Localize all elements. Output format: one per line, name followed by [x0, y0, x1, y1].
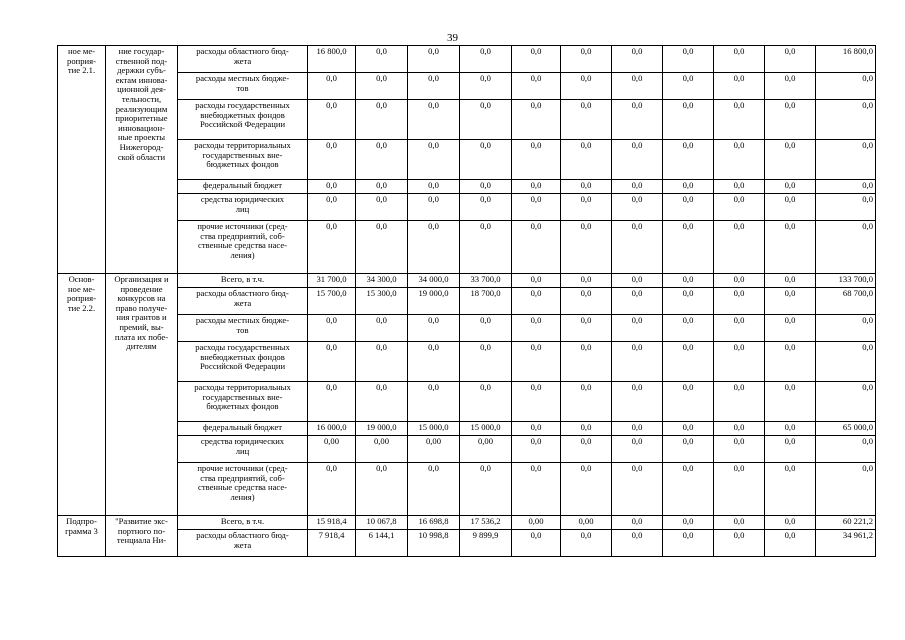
value-cell: 0,0 — [612, 463, 663, 516]
value-cell: 0,0 — [714, 274, 765, 288]
value-cell: 7 918,4 — [308, 530, 356, 557]
value-cell: 0,0 — [714, 180, 765, 194]
value-cell: 0,0 — [408, 463, 460, 516]
value-cell: 0,0 — [512, 342, 561, 382]
value-cell: 0,0 — [561, 288, 612, 315]
value-cell: 0,0 — [714, 342, 765, 382]
value-cell: 0,0 — [765, 180, 816, 194]
value-cell: 0,0 — [714, 315, 765, 342]
value-cell: 0,0 — [663, 100, 714, 140]
value-cell: 16 698,8 — [408, 516, 460, 530]
funding-source-cell: расходы государственных внебюджетных фондов Российской Федерации — [178, 100, 308, 140]
value-cell: 0,00 — [460, 436, 512, 463]
total-value-cell: 0,0 — [816, 463, 876, 516]
value-cell: 0,0 — [612, 140, 663, 180]
value-cell: 0,0 — [356, 194, 408, 221]
value-cell: 0,0 — [356, 382, 408, 422]
total-value-cell: 0,0 — [816, 436, 876, 463]
value-cell: 0,0 — [663, 382, 714, 422]
value-cell: 0,0 — [561, 422, 612, 436]
value-cell: 0,0 — [612, 422, 663, 436]
value-cell: 0,0 — [765, 100, 816, 140]
activity-code-cell: Подпро- грамма 3 — [58, 516, 106, 557]
value-cell: 0,0 — [561, 140, 612, 180]
table-row — [58, 100, 876, 140]
total-value-cell: 16 800,0 — [816, 46, 876, 73]
activity-code-cell: Основ- ное ме- роприя- тие 2.2. — [58, 274, 106, 516]
value-cell: 0,0 — [612, 221, 663, 274]
total-value-cell: 0,0 — [816, 180, 876, 194]
value-cell: 0,0 — [561, 194, 612, 221]
value-cell: 0,0 — [714, 382, 765, 422]
value-cell: 0,0 — [714, 100, 765, 140]
value-cell: 0,0 — [408, 194, 460, 221]
value-cell: 0,0 — [612, 288, 663, 315]
value-cell: 0,0 — [460, 73, 512, 100]
value-cell: 0,0 — [356, 100, 408, 140]
value-cell: 19 000,0 — [408, 288, 460, 315]
value-cell: 0,0 — [308, 463, 356, 516]
value-cell: 0,0 — [356, 315, 408, 342]
value-cell: 0,0 — [460, 342, 512, 382]
value-cell: 0,0 — [765, 463, 816, 516]
value-cell: 0,0 — [561, 180, 612, 194]
value-cell: 0,0 — [561, 73, 612, 100]
value-cell: 0,0 — [612, 530, 663, 557]
value-cell: 0,0 — [512, 100, 561, 140]
value-cell: 31 700,0 — [308, 274, 356, 288]
value-cell: 0,0 — [663, 46, 714, 73]
table-row — [58, 73, 876, 100]
value-cell: 0,0 — [663, 274, 714, 288]
value-cell: 15 000,0 — [408, 422, 460, 436]
value-cell: 0,0 — [460, 194, 512, 221]
value-cell: 0,00 — [512, 516, 561, 530]
value-cell: 0,0 — [765, 436, 816, 463]
value-cell: 0,0 — [714, 463, 765, 516]
value-cell: 0,0 — [408, 221, 460, 274]
total-value-cell: 0,0 — [816, 221, 876, 274]
value-cell: 0,0 — [714, 46, 765, 73]
value-cell: 0,0 — [460, 315, 512, 342]
funding-source-cell: расходы государственных внебюджетных фондов Российской Федерации — [178, 342, 308, 382]
table-row — [58, 463, 876, 516]
table-row — [58, 140, 876, 180]
value-cell: 0,0 — [663, 315, 714, 342]
activity-name-cell: "Развитие экс- портного по- тенциала Ни- — [106, 516, 178, 557]
total-value-cell: 34 961,2 — [816, 530, 876, 557]
value-cell: 15 918,4 — [308, 516, 356, 530]
value-cell: 0,0 — [512, 140, 561, 180]
value-cell: 0,0 — [561, 342, 612, 382]
funding-source-cell: расходы областного бюд- жета — [178, 530, 308, 557]
value-cell: 0,0 — [612, 46, 663, 73]
table-row — [58, 342, 876, 382]
value-cell: 0,0 — [765, 382, 816, 422]
value-cell: 0,0 — [460, 140, 512, 180]
value-cell: 0,0 — [356, 463, 408, 516]
value-cell: 0,0 — [408, 140, 460, 180]
value-cell: 0,00 — [561, 516, 612, 530]
value-cell: 0,0 — [612, 382, 663, 422]
table-row — [58, 288, 876, 315]
value-cell: 0,0 — [663, 194, 714, 221]
value-cell: 0,0 — [356, 73, 408, 100]
value-cell: 0,0 — [663, 530, 714, 557]
value-cell: 15 000,0 — [460, 422, 512, 436]
value-cell: 0,0 — [561, 436, 612, 463]
value-cell: 0,0 — [308, 180, 356, 194]
value-cell: 0,0 — [512, 530, 561, 557]
value-cell: 18 700,0 — [460, 288, 512, 315]
value-cell: 0,0 — [408, 382, 460, 422]
table-row — [58, 436, 876, 463]
value-cell: 10 067,8 — [356, 516, 408, 530]
total-value-cell: 0,0 — [816, 382, 876, 422]
table-row — [58, 46, 876, 73]
funding-source-cell: Всего, в т.ч. — [178, 516, 308, 530]
value-cell: 0,0 — [714, 436, 765, 463]
value-cell: 0,0 — [714, 221, 765, 274]
value-cell: 0,0 — [561, 382, 612, 422]
budget-table — [57, 45, 876, 557]
value-cell: 0,0 — [765, 73, 816, 100]
value-cell: 0,0 — [714, 140, 765, 180]
value-cell: 16 800,0 — [308, 46, 356, 73]
value-cell: 0,0 — [512, 180, 561, 194]
value-cell: 0,0 — [765, 274, 816, 288]
value-cell: 0,00 — [356, 436, 408, 463]
value-cell: 17 536,2 — [460, 516, 512, 530]
page-number: 39 — [447, 32, 458, 44]
table-row — [58, 180, 876, 194]
value-cell: 0,0 — [356, 221, 408, 274]
funding-source-cell: расходы областного бюд- жета — [178, 288, 308, 315]
funding-source-cell: расходы областного бюд- жета — [178, 46, 308, 73]
value-cell: 0,0 — [663, 140, 714, 180]
value-cell: 0,0 — [408, 100, 460, 140]
value-cell: 0,0 — [356, 180, 408, 194]
value-cell: 0,0 — [714, 73, 765, 100]
table-row — [58, 422, 876, 436]
value-cell: 0,0 — [765, 342, 816, 382]
value-cell: 0,0 — [512, 73, 561, 100]
value-cell: 16 000,0 — [308, 422, 356, 436]
funding-source-cell: расходы территориальных государственных вне- бюджетных фондов — [178, 382, 308, 422]
funding-source-cell: расходы территориальных государственных вне- бюджетных фондов — [178, 140, 308, 180]
total-value-cell: 0,0 — [816, 73, 876, 100]
value-cell: 0,0 — [663, 221, 714, 274]
funding-source-cell: прочие источники (сред- ства предприятий, соб- ственные средства насе- ления) — [178, 463, 308, 516]
activity-code-cell: ное ме- роприя- тие 2.1. — [58, 46, 106, 274]
total-value-cell: 60 221,2 — [816, 516, 876, 530]
value-cell: 0,0 — [460, 100, 512, 140]
table-row — [58, 194, 876, 221]
value-cell: 0,0 — [512, 382, 561, 422]
total-value-cell: 65 000,0 — [816, 422, 876, 436]
value-cell: 0,0 — [612, 100, 663, 140]
value-cell: 0,0 — [512, 46, 561, 73]
total-value-cell: 0,0 — [816, 194, 876, 221]
value-cell: 0,0 — [663, 73, 714, 100]
value-cell: 0,0 — [512, 274, 561, 288]
value-cell: 0,0 — [765, 516, 816, 530]
value-cell: 0,0 — [714, 288, 765, 315]
table-row — [58, 274, 876, 288]
value-cell: 0,0 — [356, 140, 408, 180]
value-cell: 0,0 — [612, 194, 663, 221]
value-cell: 0,0 — [663, 516, 714, 530]
value-cell: 0,0 — [765, 422, 816, 436]
value-cell: 0,0 — [561, 100, 612, 140]
funding-source-cell: прочие источники (сред- ства предприятий, соб- ственные средства насе- ления) — [178, 221, 308, 274]
value-cell: 0,0 — [512, 221, 561, 274]
value-cell: 0,0 — [765, 315, 816, 342]
value-cell: 34 000,0 — [408, 274, 460, 288]
value-cell: 34 300,0 — [356, 274, 408, 288]
value-cell: 0,0 — [408, 180, 460, 194]
value-cell: 0,0 — [714, 516, 765, 530]
value-cell: 0,0 — [408, 315, 460, 342]
funding-source-cell: расходы местных бюдже- тов — [178, 315, 308, 342]
value-cell: 0,0 — [460, 463, 512, 516]
total-value-cell: 0,0 — [816, 315, 876, 342]
activity-name-cell: Организация и проведение конкурсов на право получе- ния грантов и премий, вы- плата их побе- дителям — [106, 274, 178, 516]
value-cell: 0,0 — [512, 463, 561, 516]
value-cell: 0,0 — [612, 73, 663, 100]
table-row — [58, 516, 876, 530]
value-cell: 0,0 — [612, 315, 663, 342]
value-cell: 0,0 — [663, 288, 714, 315]
value-cell: 0,0 — [561, 46, 612, 73]
value-cell: 6 144,1 — [356, 530, 408, 557]
value-cell: 15 700,0 — [308, 288, 356, 315]
value-cell: 0,0 — [765, 194, 816, 221]
table-row — [58, 382, 876, 422]
value-cell: 0,0 — [408, 46, 460, 73]
value-cell: 0,00 — [308, 436, 356, 463]
value-cell: 0,0 — [356, 46, 408, 73]
value-cell: 10 998,8 — [408, 530, 460, 557]
value-cell: 0,0 — [561, 315, 612, 342]
value-cell: 0,0 — [308, 73, 356, 100]
value-cell: 0,0 — [308, 315, 356, 342]
value-cell: 0,0 — [308, 382, 356, 422]
value-cell: 0,0 — [561, 463, 612, 516]
value-cell: 0,0 — [765, 288, 816, 315]
value-cell: 0,0 — [561, 221, 612, 274]
value-cell: 0,0 — [408, 73, 460, 100]
value-cell: 0,0 — [460, 180, 512, 194]
value-cell: 0,0 — [460, 221, 512, 274]
total-value-cell: 0,0 — [816, 140, 876, 180]
funding-source-cell: расходы местных бюдже- тов — [178, 73, 308, 100]
value-cell: 0,0 — [356, 342, 408, 382]
value-cell: 0,0 — [308, 342, 356, 382]
value-cell: 0,0 — [714, 194, 765, 221]
value-cell: 0,0 — [512, 315, 561, 342]
value-cell: 15 300,0 — [356, 288, 408, 315]
total-value-cell: 68 700,0 — [816, 288, 876, 315]
table-row — [58, 530, 876, 557]
table-row — [58, 221, 876, 274]
value-cell: 19 000,0 — [356, 422, 408, 436]
value-cell: 0,0 — [663, 180, 714, 194]
value-cell: 0,0 — [308, 194, 356, 221]
value-cell: 0,0 — [663, 422, 714, 436]
value-cell: 0,0 — [663, 342, 714, 382]
value-cell: 0,0 — [308, 140, 356, 180]
funding-source-cell: средства юридических лиц — [178, 436, 308, 463]
funding-source-cell: федеральный бюджет — [178, 422, 308, 436]
value-cell: 0,0 — [765, 140, 816, 180]
value-cell: 0,00 — [408, 436, 460, 463]
value-cell: 0,0 — [460, 382, 512, 422]
value-cell: 0,0 — [765, 530, 816, 557]
total-value-cell: 0,0 — [816, 100, 876, 140]
value-cell: 0,0 — [512, 422, 561, 436]
value-cell: 0,0 — [561, 530, 612, 557]
value-cell: 0,0 — [612, 274, 663, 288]
value-cell: 0,0 — [408, 342, 460, 382]
value-cell: 9 899,9 — [460, 530, 512, 557]
value-cell: 0,0 — [765, 221, 816, 274]
value-cell: 0,0 — [765, 46, 816, 73]
funding-source-cell: средства юридических лиц — [178, 194, 308, 221]
funding-source-cell: Всего, в т.ч. — [178, 274, 308, 288]
value-cell: 0,0 — [714, 530, 765, 557]
total-value-cell: 133 700,0 — [816, 274, 876, 288]
value-cell: 0,0 — [512, 436, 561, 463]
value-cell: 0,0 — [308, 100, 356, 140]
value-cell: 0,0 — [512, 194, 561, 221]
value-cell: 0,0 — [460, 46, 512, 73]
total-value-cell: 0,0 — [816, 342, 876, 382]
value-cell: 0,0 — [308, 221, 356, 274]
table-row — [58, 315, 876, 342]
value-cell: 0,0 — [663, 436, 714, 463]
value-cell: 0,0 — [714, 422, 765, 436]
funding-source-cell: федеральный бюджет — [178, 180, 308, 194]
value-cell: 0,0 — [561, 274, 612, 288]
value-cell: 0,0 — [612, 180, 663, 194]
value-cell: 0,0 — [612, 436, 663, 463]
activity-name-cell: ние государ- ственной под- держки субъ- ектам иннова- ционной дея- тельности, реализующим приоритетные инновацион- ные проекты Нижегород- ской области — [106, 46, 178, 274]
value-cell: 0,0 — [612, 516, 663, 530]
value-cell: 0,0 — [512, 288, 561, 315]
value-cell: 0,0 — [663, 463, 714, 516]
value-cell: 0,0 — [612, 342, 663, 382]
value-cell: 33 700,0 — [460, 274, 512, 288]
